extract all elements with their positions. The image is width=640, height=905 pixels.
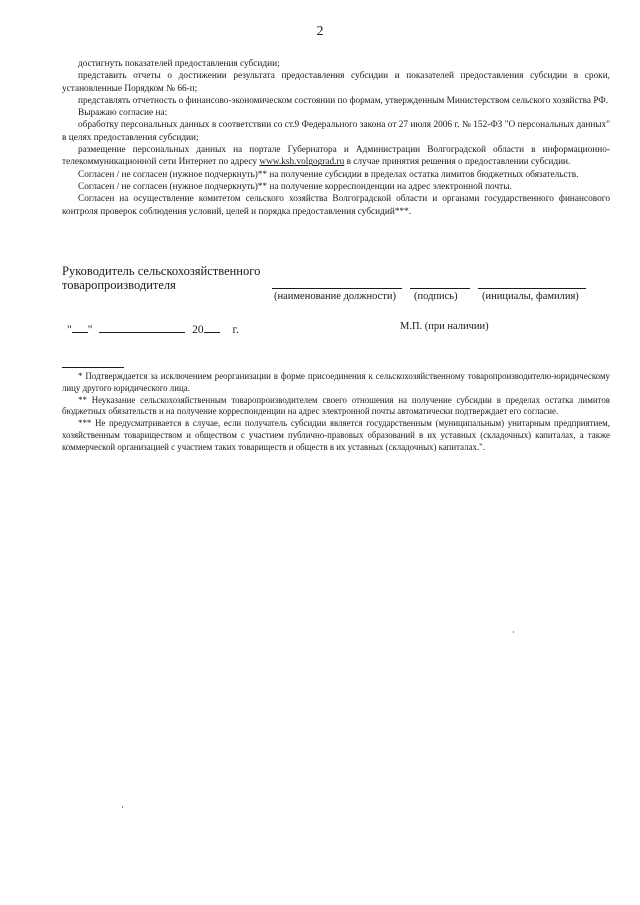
footnote-separator: [62, 367, 124, 368]
signature-line: [410, 288, 470, 289]
declaration-body: [62, 58, 610, 218]
footnote-1: * Подтверждается за исключением реорганизации в форме присоединения к сельскохозяйственному товаропроизводителю-юридическому лицу другого юридического лица.: [62, 371, 610, 393]
position-signature-line: [272, 288, 402, 289]
month-blank: [99, 321, 185, 333]
paragraph-personal-data-processing: обработку персональных данных в соответствии со ст.9 Федерального закона от 27 июля 2006 г. № 152-ФЗ "О персональных данных" в целях предоставления субсидии;: [62, 120, 610, 143]
day-blank: [72, 321, 88, 333]
ksh-volgograd-link[interactable]: www.ksh.volgograd.ru: [259, 157, 345, 168]
scan-speck: [513, 631, 514, 633]
paragraph-consent-email: Согласен / не согласен (нужное подчеркнуть)** на получение корреспонденции на адрес электронной почты.: [78, 181, 512, 192]
footnotes: [62, 371, 610, 454]
signatory-title: [62, 264, 302, 292]
paragraph-consent-limits: Согласен / не согласен (нужное подчеркнуть)** на получение субсидии в пределах остатка лимитов бюджетных обязательств.: [78, 169, 579, 180]
caption-signature: (подпись): [414, 291, 458, 302]
publication-text-after: в случае принятия решения о предоставлении субсидии.: [344, 157, 571, 168]
caption-position: (наименование должности): [274, 291, 397, 302]
paragraph-consent-inspections: Согласен на осуществление комитетом сельского хозяйства Волгоградской области и органами государственного финансового контроля проверок соблюдения условий, целей и порядка предоставления субсидий***.: [62, 194, 610, 217]
date-field: [67, 321, 239, 336]
caption-initials: (инициалы, фамилия): [482, 291, 579, 302]
publication-text-before: размещение персональных данных на портале Губернатора и Администрации Волгоградской области в информационно-телекоммуникационной сети Интернет по адресу: [62, 145, 610, 168]
paragraph-consent-heading: Выражаю согласие на:: [78, 108, 168, 119]
initials-signature-line: [478, 288, 586, 289]
paragraph-personal-data-publication: [62, 144, 610, 169]
signatory-title-line1: Руководитель сельскохозяйственного: [62, 264, 261, 278]
footnote-2: ** Неуказание сельскохозяйственным товаропроизводителем своего отношения на получение субсидии в пределах остатка лимитов бюджетных обязательств и на получение корреспонденции на адрес электронной почты автоматически подтверждает его согласие.: [62, 394, 610, 417]
paragraph-achieve-indicators: достигнуть показателей предоставления субсидии;: [78, 59, 280, 69]
year-suffix: г.: [232, 324, 239, 336]
footnote-3: *** Не предусматривается в случае, если получатель субсидии является государственным (муниципальным) унитарным предприятием, хозяйственным товариществом и обществом с участием публично-правовых образований в их уставных (складочных) капиталах, а также коммерческой организацией с участием таких товариществ и обществ в их уставных (складочных) капиталах.".: [62, 418, 610, 452]
paragraph-financial-reporting: представлять отчетность о финансово-экономическом состоянии по формам, утвержденным Министерством сельского хозяйства РФ.: [78, 95, 609, 106]
year-prefix: 20: [192, 324, 204, 336]
date-quote-close: ": [87, 324, 93, 336]
stamp-note: М.П. (при наличии): [400, 321, 489, 332]
date-quote-open: ": [67, 324, 72, 336]
page-number: 2: [316, 24, 324, 39]
year-blank: [204, 321, 220, 333]
paragraph-submit-reports: представить отчеты о достижении результата предоставления субсидии и показателей предоставления субсидии в сроки, установленные Порядком № 66-п;: [62, 71, 610, 94]
scan-speck: [122, 806, 123, 808]
signatory-title-line2: товаропроизводителя: [62, 278, 176, 292]
